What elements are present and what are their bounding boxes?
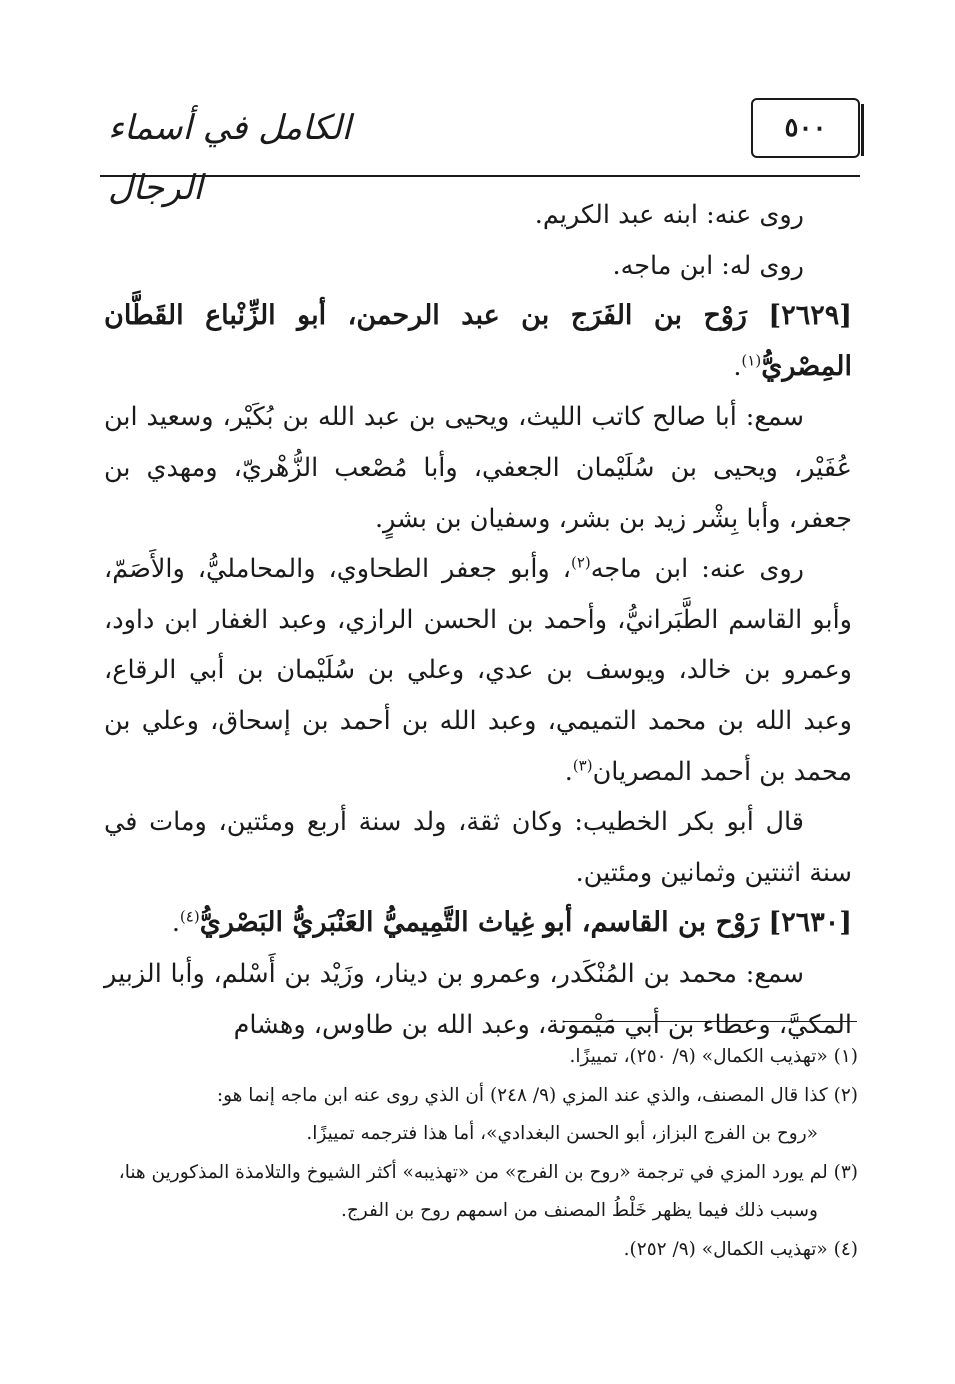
footnote-ref[interactable]: (٤) — [179, 907, 200, 926]
footnote-ref[interactable]: (٣) — [572, 756, 593, 775]
paragraph: سمع: أبا صالح كاتب الليث، ويحيى بن عبد الله بن بُكَيْر، وسعيد ابن عُفَيْر، ويحيى بن سُلَيْمان الجعفي، وأبا مُصْعب الزُّهْريّ، ومهدي بن جعفر، وأبا بِشْر زيد بن بشر، وسفيان بن بشرٍ. — [104, 402, 852, 534]
footnote: (٢) كذا قال المصنف، والذي عند المزي (٩/ ٢٤٨) أن الذي روى عنه ابن ماجه إنما هو: — [216, 1084, 858, 1106]
paragraph: روى له: ابن ماجه. — [612, 250, 804, 281]
page-number: ٥٠٠ — [751, 98, 860, 158]
footnote-separator — [563, 1021, 857, 1022]
footnote: (١) «تهذيب الكمال» (٩/ ٢٥٠)، تمييزًا. — [569, 1046, 858, 1067]
footnote-continuation: «روح بن الفرج البزاز، أبو الحسن البغدادي»، أما هذا فترجمه تمييزًا. — [306, 1123, 818, 1144]
page-header — [100, 88, 860, 208]
running-title: الكامل في أسماء الرجال — [108, 108, 352, 208]
entry-heading — [104, 291, 852, 392]
text-span: روى عنه: ابن ماجه — [590, 554, 804, 585]
paragraph: سمع: محمد بن المُنْكَدر، وعمرو بن دينار، وزَيْد بن أَسْلم، وأبا الزبير المكيَّ، وعطاء بن أبي مَيْمونة، وعبد الله بن طاوس، وهشام — [104, 958, 852, 1040]
paragraph: قال أبو بكر الخطيب: وكان ثقة، ولد سنة أربع ومئتين، ومات في سنة اثنتين وثمانين ومئتين. — [104, 807, 852, 888]
header-rule — [100, 175, 860, 177]
entry-heading — [104, 898, 852, 949]
main-text — [104, 190, 852, 1050]
footnote-ref[interactable]: (١) — [741, 351, 762, 370]
paragraph: روى عنه: ابنه عبد الكريم. — [534, 200, 804, 230]
period: . — [564, 756, 573, 787]
footnote: (٣) لم يورد المزي في ترجمة «روح بن الفرج» من «تهذيبه» أكثر الشيوخ والتلامذة المذكورين هنا، — [118, 1161, 858, 1183]
paragraph — [104, 544, 852, 797]
entry-title: [٢٦٢٩] رَوْح بن الفَرَج بن عبد الرحمن، أبو الزِّنْباع القَطَّان المِصْريُّ — [104, 300, 852, 382]
footnotes — [104, 1038, 858, 1269]
period: . — [171, 908, 180, 939]
entry-title: [٢٦٣٠] رَوْح بن القاسم، أبو غِياث التَّمِيميُّ العَنْبَريُّ البَصْريُّ — [199, 907, 852, 939]
footnote: (٤) «تهذيب الكمال» (٩/ ٢٥٢). — [623, 1238, 858, 1260]
period: . — [733, 351, 742, 382]
footnote-continuation: وسبب ذلك فيما يظهر خَلْطُ المصنف من اسمهم روح بن الفرج. — [340, 1200, 818, 1221]
footnote-ref[interactable]: (٢) — [570, 553, 591, 572]
text-span: ، وأبو جعفر الطحاوي، والمحامليُّ، والأَصَمّ، وأبو القاسم الطَّبَرانيُّ، وأحمد بن الحسن الرازي، وعبد الغفار ابن داود، وعمرو بن خالد، ويوسف بن عدي، وعلي بن سُلَيْمان بن أبي الرقاع، وعبد الله بن محمد التميمي، وعبد الله بن أحمد بن إسحاق، وعلي بن محمد بن أحمد المصريان — [104, 554, 852, 787]
